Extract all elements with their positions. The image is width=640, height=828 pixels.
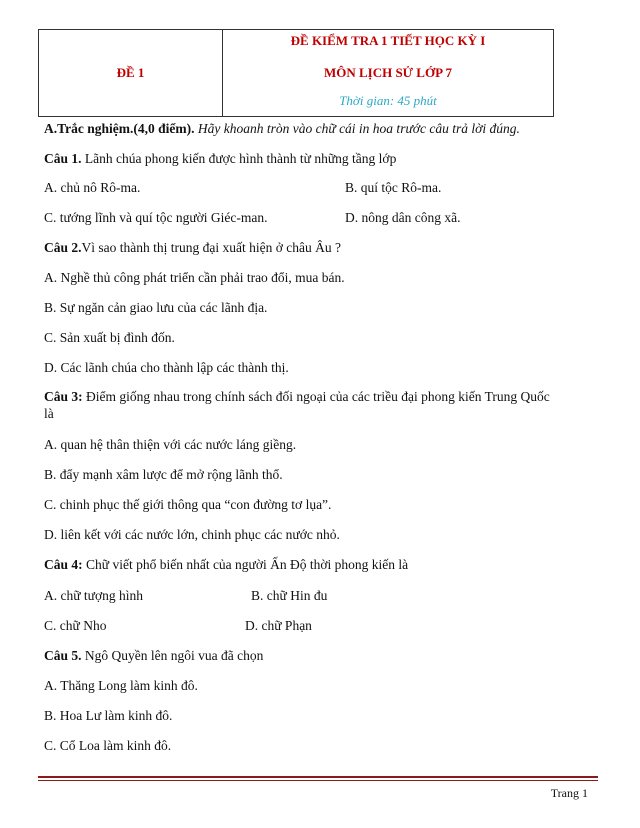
exam-code: ĐỀ 1	[39, 30, 223, 116]
question-3	[44, 389, 550, 405]
q5-option-c: C. Cổ Loa làm kinh đô.	[44, 738, 172, 753]
exam-title: ĐỀ KIỂM TRA 1 TIẾT HỌC KỲ I	[290, 33, 486, 48]
question-5	[44, 648, 263, 664]
question-label: Câu 1.	[44, 151, 82, 166]
q4-option-b: B. chữ Hin đu	[251, 588, 328, 603]
page-number: Trang 1	[550, 786, 588, 800]
exam-time: Thời gian: 45 phút	[339, 93, 437, 108]
q1-option-b: B. quí tộc Rô-ma.	[345, 180, 442, 195]
question-text: Điểm giống nhau trong chính sách đối ngoại của các triều đại phong kiến Trung Quốc	[82, 389, 550, 404]
q4-option-d: D. chữ Phạn	[245, 618, 312, 633]
question-1	[44, 151, 396, 167]
question-label: Câu 2.	[44, 240, 82, 255]
question-text: Vì sao thành thị trung đại xuất hiện ở châu Âu ?	[81, 240, 341, 255]
question-4	[44, 557, 408, 573]
q4-option-a: A. chữ tượng hình	[44, 588, 144, 603]
q3-option-d: D. liên kết với các nước lớn, chinh phục các nước nhỏ.	[44, 527, 340, 542]
header-info	[223, 30, 553, 116]
header-table	[38, 29, 554, 117]
q1-option-c: C. tướng lĩnh và quí tộc người Giéc-man.	[44, 210, 268, 225]
footer-divider-thin	[38, 780, 598, 781]
footer-divider	[38, 776, 598, 778]
q5-option-b: B. Hoa Lư làm kinh đô.	[44, 708, 173, 723]
q2-option-d: D. Các lãnh chúa cho thành lập các thành thị.	[44, 360, 289, 375]
q1-option-d: D. nông dân công xã.	[345, 210, 461, 225]
q4-option-c: C. chữ Nho	[44, 618, 107, 633]
q2-option-c: C. Sản xuất bị đình đốn.	[44, 330, 175, 345]
exam-subject: MÔN LỊCH SỬ LỚP 7	[323, 65, 453, 80]
q3-option-a: A. quan hệ thân thiện với các nước láng giềng.	[44, 437, 297, 452]
section-label: A.Trắc nghiệm.(4,0 điểm).	[44, 121, 195, 136]
question-text: Lãnh chúa phong kiến được hình thành từ những tầng lớp	[81, 151, 397, 166]
q5-option-a: A. Thăng Long làm kinh đô.	[44, 678, 198, 693]
section-instruction: Hãy khoanh tròn vào chữ cái in hoa trước câu trả lời đúng.	[197, 121, 520, 136]
question-3-continued: là	[44, 406, 54, 421]
question-label: Câu 4:	[44, 557, 83, 572]
q3-option-b: B. đẩy mạnh xâm lược để mở rộng lãnh thổ.	[44, 467, 283, 482]
question-label: Câu 3:	[44, 389, 83, 404]
q3-option-c: C. chinh phục thế giới thông qua “con đường tơ lụa”.	[44, 497, 332, 512]
section-heading	[44, 121, 520, 137]
question-2	[44, 240, 341, 256]
q1-option-a: A. chủ nô Rô-ma.	[44, 180, 141, 195]
question-text: Ngô Quyền lên ngôi vua đã chọn	[81, 648, 264, 663]
question-label: Câu 5.	[44, 648, 82, 663]
question-text: Chữ viết phổ biến nhất của người Ấn Độ thời phong kiến là	[82, 557, 409, 572]
q2-option-b: B. Sự ngăn cản giao lưu của các lãnh địa.	[44, 300, 268, 315]
q2-option-a: A. Nghề thủ công phát triển cần phải trao đổi, mua bán.	[44, 270, 345, 285]
